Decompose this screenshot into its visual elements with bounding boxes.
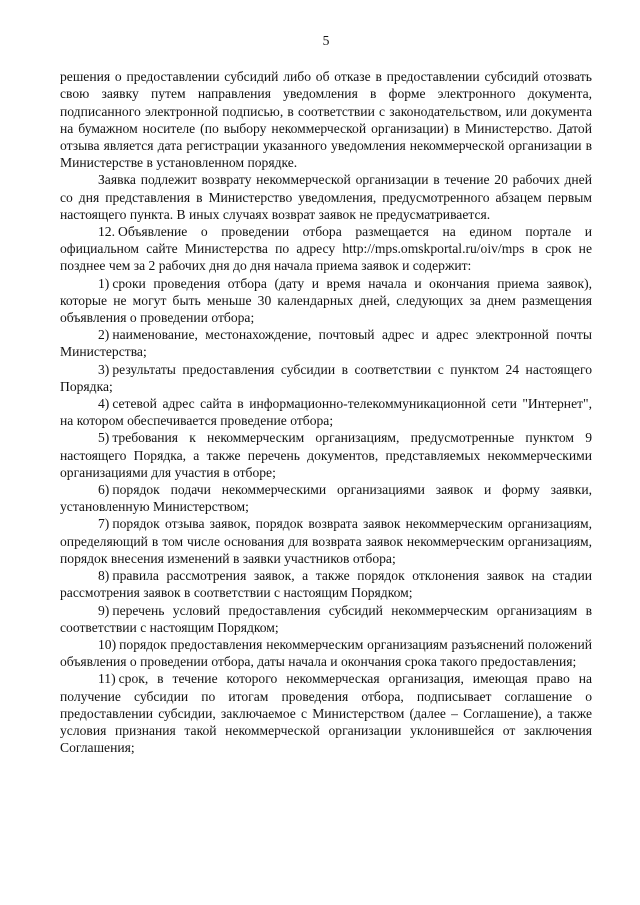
page-number: 5	[322, 33, 330, 48]
list-item-number: 6)	[98, 482, 110, 498]
list-item-number: 10)	[98, 636, 117, 652]
paragraph-text: Объявление о проведении отбора размещается на едином портале и официальном сайте Министерства по адресу http://mps.omskportal.ru/oiv/mps в срок не позднее чем за 2 рабочих дня до дня начала приема заявок и содержит:	[60, 224, 592, 274]
list-item-text: сетевой адрес сайта в информационно-телекоммуникационной сети "Интернет", на котором обеспечивается проведение отбора;	[60, 396, 592, 429]
list-item-9	[60, 602, 592, 636]
paragraph-number: 12.	[98, 224, 115, 240]
list-item-text: требования к некоммерческим организациям, предусмотренные пунктом 9 настоящего Порядка, а также перечень документов, представляемых некоммерческими организациями для участия в отборе;	[60, 430, 592, 480]
list-item-number: 8)	[98, 568, 110, 584]
paragraph-item-12	[60, 223, 592, 275]
paragraph-text: решения о предоставлении субсидий либо об отказе в предоставлении субсидий отозвать свою заявку путем направления уведомления в форме электронного документа, подписанного электронной подписью, в соответствии с законодательством, или документа на бумажном носителе (по выбору некоммерческой организации) в Министерство. Датой отзыва является дата регистрации указанного уведомления некоммерческой организации в Министерстве в установленном порядке.	[60, 69, 592, 171]
list-item-text: порядок подачи некоммерческими организациями заявок и форму заявки, установленную Министерством;	[60, 482, 592, 515]
list-item-text: срок, в течение которого некоммерческая организация, имеющая право на получение субсидии по итогам проведения отбора, подписывает соглашение о предоставлении субсидии, заключаемое с Министерством (далее – Соглашение), а также условия признания такой некоммерческой организации уклонившейся от заключения Соглашения;	[60, 671, 592, 756]
list-item-number: 3)	[98, 361, 110, 377]
list-item-number: 1)	[98, 275, 110, 291]
list-item-10	[60, 636, 592, 670]
list-item-2	[60, 326, 592, 360]
list-item-1	[60, 275, 592, 327]
paragraph-application-return	[60, 171, 592, 223]
document-page	[60, 32, 592, 756]
list-item-text: перечень условий предоставления субсидий некоммерческим организациям в соответствии с настоящим Порядком;	[60, 602, 592, 635]
list-item-text: порядок отзыва заявок, порядок возврата заявок некоммерческим организациям, определяющий в том числе основания для возврата заявок некоммерческим организациям, порядок внесения изменений в заявки участников отбора;	[60, 516, 592, 566]
list-item-text: правила рассмотрения заявок, а также порядок отклонения заявок на стадии рассмотрения заявок в соответствии с настоящим Порядком;	[60, 568, 592, 601]
list-item-3	[60, 361, 592, 395]
list-item-text: результаты предоставления субсидии в соответствии с пунктом 24 настоящего Порядка;	[60, 361, 592, 394]
paragraph-withdrawal-continuation	[60, 68, 592, 171]
list-item-text: сроки проведения отбора (дату и время начала и окончания приема заявок), которые не могут быть меньше 30 календарных дней, следующих за днем размещения объявления о проведении отбора;	[60, 275, 592, 326]
list-item-number: 7)	[98, 516, 110, 532]
list-item-text: наименование, местонахождение, почтовый адрес и адрес электронной почты Министерства;	[60, 327, 592, 360]
list-item-8	[60, 567, 592, 601]
list-item-number: 11)	[98, 671, 116, 687]
list-item-number: 5)	[98, 430, 110, 446]
list-item-7	[60, 515, 592, 567]
list-item-5	[60, 429, 592, 481]
list-item-text: порядок предоставления некоммерческим организациям разъяснений положений объявления о проведении отбора, даты начала и окончания срока такого предоставления;	[60, 636, 592, 670]
list-item-number: 4)	[98, 396, 110, 412]
list-item-11	[60, 670, 592, 756]
list-item-6	[60, 481, 592, 515]
list-item-number: 2)	[98, 327, 110, 343]
list-item-number: 9)	[98, 602, 110, 618]
list-item-4	[60, 395, 592, 429]
paragraph-text: Заявка подлежит возврату некоммерческой организации в течение 20 рабочих дней со дня представления в Министерство уведомления, предусмотренного абзацем первым настоящего пункта. В иных случаях возврат заявок не предусматривается.	[60, 172, 592, 222]
